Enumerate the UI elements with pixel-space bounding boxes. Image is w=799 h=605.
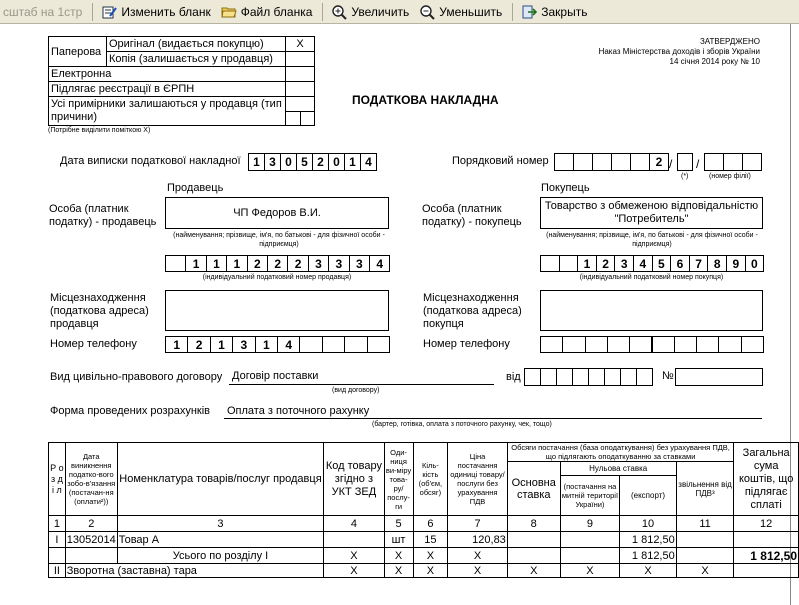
col-header-date: Дата виникнення податко-вого зобо-в'язання (постачан-ня (оплати²)) <box>65 443 117 516</box>
contract-note: (вид договору) <box>332 387 380 394</box>
contract-date-digit[interactable] <box>572 368 589 386</box>
seller-phone-digit[interactable]: 1 <box>165 336 188 353</box>
row-unit: шт <box>384 532 413 548</box>
zoom-out-button[interactable] <box>415 1 508 23</box>
buyer-ipn-digit[interactable]: 4 <box>633 255 653 272</box>
seller-phone-digit[interactable] <box>322 336 345 353</box>
branch-digit-cell[interactable] <box>704 153 724 171</box>
serial-note-1: (*) <box>681 173 689 180</box>
tare-section: ІІ <box>49 564 66 578</box>
date-digit-cell[interactable]: 0 <box>328 153 345 171</box>
col-header-total: Загальна сума коштів, що підлягає сплаті <box>734 443 799 516</box>
document-title: ПОДАТКОВА НАКЛАДНА <box>352 93 499 107</box>
contract-date-digit[interactable] <box>636 368 653 386</box>
total-date <box>65 548 117 564</box>
form-file-button[interactable] <box>217 1 319 23</box>
contract-date-digit[interactable] <box>540 368 557 386</box>
total-x: X <box>384 548 413 564</box>
total-sum: 1 812,50 <box>734 548 799 564</box>
row-section: І <box>49 532 66 548</box>
col-header-main-rate: Основна ставка <box>507 462 560 516</box>
row-date: 13052014 <box>66 533 116 546</box>
col-header-exempt: звільнення від ПДВ³ <box>676 462 734 516</box>
section-total-row <box>49 548 799 564</box>
seller-phone-digit[interactable]: 1 <box>210 336 233 353</box>
buyer-phone-digit[interactable] <box>696 336 719 353</box>
serial-slash-2: / <box>696 157 700 171</box>
seller-ipn-digit[interactable]: 2 <box>267 255 288 272</box>
buyer-ipn-digit[interactable]: 6 <box>670 255 690 272</box>
seller-ipn-digit[interactable]: 2 <box>247 255 268 272</box>
seller-phone-digit[interactable] <box>299 336 322 353</box>
serial-label: Порядковий номер <box>452 155 549 167</box>
serial-note-2: (номер філії) <box>709 173 751 180</box>
seller-ipn-digit[interactable]: 4 <box>369 255 390 272</box>
payment-label: Форма проведених розрахунків <box>50 405 210 417</box>
buyer-ipn-digit[interactable]: 3 <box>614 255 634 272</box>
column-number: 10 <box>620 516 676 532</box>
buyer-ipn-digit[interactable] <box>559 255 579 272</box>
zoom-out-icon <box>419 4 435 20</box>
seller-phone-digit[interactable]: 1 <box>255 336 278 353</box>
registration-label: Підлягає реєстрації в ЄРПН <box>49 82 286 97</box>
tare-label: Зворотна (заставна) тара <box>65 564 323 578</box>
zoom-out-label: Уменьшить <box>439 4 503 19</box>
total-zero-domestic <box>560 548 620 564</box>
total-x: X <box>324 548 384 564</box>
buyer-address-field[interactable] <box>540 290 763 331</box>
seller-name-field[interactable]: ЧП Федоров В.И. <box>165 197 389 229</box>
total-x: X <box>448 548 508 564</box>
col-header-code: Код товару згідно з УКТ ЗЕД <box>324 443 384 516</box>
buyer-ipn-note: (індивідуальний податковий номер покупця) <box>579 274 724 281</box>
row-zero-export: 1 812,50 <box>620 532 676 548</box>
seller-phone-label: Номер телефону <box>50 338 137 350</box>
buyer-phone-label: Номер телефону <box>423 338 510 350</box>
copy-note: (Потрібне виділити поміткою Х) <box>48 127 151 134</box>
buyer-ipn-digit[interactable]: 7 <box>689 255 709 272</box>
contract-date-digit[interactable] <box>524 368 541 386</box>
tare-x: X <box>560 564 620 578</box>
tare-x: X <box>620 564 676 578</box>
edit-form-button[interactable] <box>97 1 216 23</box>
tare-total <box>734 564 799 578</box>
serial-digit-cell[interactable] <box>611 153 631 171</box>
seller-phone-digit[interactable]: 3 <box>232 336 255 353</box>
toolbar-separator <box>92 3 93 21</box>
buyer-name-field[interactable]: Товарство з обмеженою відповідальністю "Потребитель" <box>540 197 763 229</box>
tare-x: X <box>413 564 448 578</box>
tare-x: X <box>507 564 560 578</box>
total-zero-export: 1 812,50 <box>620 548 676 564</box>
seller-phone-digit[interactable]: 2 <box>187 336 210 353</box>
exit-icon <box>521 4 537 20</box>
registration-mark[interactable] <box>286 82 315 97</box>
total-section <box>49 548 66 564</box>
payment-value[interactable]: Оплата з поточного рахунку <box>227 405 370 417</box>
scale-label: сштаб на 1стр <box>3 4 83 19</box>
reason-type-cell <box>286 97 315 126</box>
buyer-ipn-digit[interactable]: 2 <box>596 255 616 272</box>
returnable-tare-row <box>49 564 799 578</box>
toolbar-separator <box>512 3 513 21</box>
column-number: 4 <box>324 516 384 532</box>
seller-heading: Продавець <box>167 182 224 194</box>
all-copies-label: Усі примірники залишаються у продавця (тип причини) <box>49 97 286 126</box>
row-main-rate <box>507 532 560 548</box>
buyer-ipn-digit[interactable]: 8 <box>707 255 727 272</box>
edit-form-label: Изменить бланк <box>121 4 211 19</box>
buyer-ipn-digit[interactable] <box>540 255 560 272</box>
tare-x: X <box>676 564 734 578</box>
total-main-rate <box>507 548 560 564</box>
date-label: Дата виписки податкової накладної <box>60 155 241 167</box>
tare-x: X <box>448 564 508 578</box>
serial-extra-cell[interactable] <box>677 153 693 171</box>
column-numbers-row <box>49 516 799 532</box>
buyer-ipn-digit[interactable]: 5 <box>652 255 672 272</box>
seller-phone-digit[interactable] <box>367 336 390 353</box>
seller-phone-digit[interactable] <box>344 336 367 353</box>
tare-x: X <box>324 564 384 578</box>
date-digit-cell[interactable]: 1 <box>344 153 361 171</box>
electronic-label: Електронна <box>49 67 286 82</box>
folder-icon <box>221 4 237 20</box>
close-label: Закрыть <box>541 4 588 19</box>
buyer-address-label: Місцезнаходження (податкова адреса) покупця <box>423 292 522 330</box>
date-digit-cell[interactable]: 1 <box>248 153 265 171</box>
contract-underline <box>229 384 494 385</box>
seller-address-label: Місцезнаходження (податкова адреса) продавця <box>50 292 149 330</box>
column-number: 2 <box>65 516 117 532</box>
table-row[interactable] <box>49 532 799 548</box>
seller-ipn-note: (індивідуальний податковий номер продавця) <box>202 274 352 281</box>
buyer-phone-digit[interactable] <box>652 336 675 353</box>
copy-mark[interactable] <box>286 52 315 67</box>
branch-digit-cell[interactable] <box>742 153 762 171</box>
seller-ipn-digit[interactable]: 1 <box>206 255 227 272</box>
edit-form-icon <box>101 4 117 20</box>
seller-ipn-digit[interactable]: 3 <box>349 255 370 272</box>
column-number: 7 <box>448 516 508 532</box>
column-number: 11 <box>676 516 734 532</box>
column-number: 9 <box>560 516 620 532</box>
toolbar <box>0 0 799 24</box>
contract-date-digit[interactable] <box>604 368 621 386</box>
buyer-heading: Покупець <box>541 182 590 194</box>
copy-type-box <box>48 36 315 126</box>
col-header-zero-rate: Нульова ставка <box>560 462 676 476</box>
date-digit-cell[interactable]: 5 <box>296 153 313 171</box>
seller-phone-digit[interactable]: 4 <box>277 336 300 353</box>
seller-ipn-digit[interactable]: 1 <box>185 255 206 272</box>
original-label: Оригінал (видається покупцю) <box>106 37 285 52</box>
col-header-zero-domestic: (постачання на митній території України) <box>560 476 620 516</box>
total-label: Усього по розділу І <box>117 548 323 564</box>
tare-x: X <box>384 564 413 578</box>
buyer-ipn-digit[interactable]: 9 <box>726 255 746 272</box>
date-digit-cell[interactable]: 3 <box>264 153 281 171</box>
date-digit-cell[interactable]: 0 <box>280 153 297 171</box>
copy-label: Копія (залишається у продавця) <box>106 52 285 67</box>
paper-label: Паперова <box>49 37 107 67</box>
serial-digit-cell[interactable] <box>573 153 593 171</box>
contract-type-value[interactable]: Договір поставки <box>232 370 319 382</box>
form-file-label: Файл бланка <box>240 4 313 19</box>
column-number: 12 <box>734 516 799 532</box>
buyer-phone-digit[interactable] <box>629 336 652 353</box>
col-header-qty: Кіль-кість (об'єм, обсяг) <box>413 443 448 516</box>
serial-digit-cell[interactable] <box>592 153 612 171</box>
column-number: 1 <box>49 516 66 532</box>
contract-number-label: № <box>662 370 674 382</box>
col-header-price: Ціна постачання одиниці товару/ послуги без урахування ПДВ <box>448 443 508 516</box>
goods-table <box>48 442 799 578</box>
col-header-section: Р о з д і л <box>49 443 66 516</box>
zoom-in-label: Увеличить <box>351 4 410 19</box>
original-mark[interactable]: X <box>286 37 315 52</box>
zoom-in-button[interactable] <box>327 1 415 23</box>
total-x: X <box>413 548 448 564</box>
seller-ipn-digit[interactable]: 1 <box>226 255 247 272</box>
row-exempt <box>676 532 734 548</box>
column-number: 5 <box>384 516 413 532</box>
reason-type-digit[interactable] <box>286 112 300 125</box>
contract-date-digit[interactable] <box>620 368 637 386</box>
row-qty: 15 <box>413 532 448 548</box>
close-button[interactable] <box>517 1 593 23</box>
buyer-phone-digit[interactable] <box>674 336 697 353</box>
row-name: Товар А <box>117 532 323 548</box>
date-digit-cell[interactable]: 4 <box>360 153 377 171</box>
buyer-ipn-digit[interactable]: 1 <box>577 255 597 272</box>
serial-slash-1: / <box>669 157 673 171</box>
contract-date-digit[interactable] <box>556 368 573 386</box>
payment-underline <box>224 418 762 419</box>
row-code <box>324 532 384 548</box>
buyer-name-note: (найменування; прізвище, ім'я, по батькові - для фізичної особи - підприємця) <box>546 232 758 248</box>
buyer-phone-digit[interactable] <box>607 336 630 353</box>
row-price: 120,83 <box>448 532 508 548</box>
seller-ipn-digit[interactable] <box>165 255 186 272</box>
scale-button[interactable] <box>0 1 88 23</box>
buyer-phone-digit[interactable] <box>540 336 563 353</box>
approval-block <box>540 37 760 67</box>
tax-invoice-document <box>0 24 799 605</box>
contract-date-label: від <box>506 371 521 383</box>
date-digit-cell[interactable]: 2 <box>312 153 329 171</box>
col-header-volumes: Обсяги постачання (база оподаткування) без урахування ПДВ, що підлягають оподаткуванню за ставками <box>507 443 734 462</box>
seller-ipn-digit[interactable]: 2 <box>287 255 308 272</box>
serial-digit-cell[interactable] <box>630 153 650 171</box>
approval-line-1: ЗАТВЕРДЖЕНО <box>699 37 760 46</box>
seller-address-field[interactable] <box>165 290 389 331</box>
reason-type-digit[interactable] <box>301 112 314 125</box>
payment-note: (бартер, готівка, оплата з поточного рахунку, чек, тощо) <box>372 421 552 428</box>
total-exempt <box>676 548 734 564</box>
column-number: 8 <box>507 516 560 532</box>
branch-digit-cell[interactable] <box>723 153 743 171</box>
column-number: 3 <box>117 516 323 532</box>
column-number: 6 <box>413 516 448 532</box>
contract-label: Вид цивільно-правового договору <box>50 371 223 383</box>
buyer-phone-digit[interactable] <box>741 336 764 353</box>
seller-name-note: (найменування; прізвище, ім'я, по батькові - для фізичної особи - підприємця) <box>173 232 385 248</box>
seller-label: Особа (платник податку) - продавець <box>49 203 157 228</box>
contract-number-field[interactable] <box>675 368 763 386</box>
serial-digit-cell[interactable]: 2 <box>649 153 669 171</box>
toolbar-separator <box>322 3 323 21</box>
row-zero-domestic <box>560 532 620 548</box>
buyer-phone-digit[interactable] <box>585 336 608 353</box>
zoom-in-icon <box>331 4 347 20</box>
row-total <box>734 532 799 548</box>
col-header-name: Номенклатура товарів/послуг продавця <box>117 443 323 516</box>
approval-line-3: 14 січня 2014 року № 10 <box>669 57 760 66</box>
buyer-ipn-digit[interactable]: 0 <box>745 255 765 272</box>
seller-ipn-digit[interactable]: 3 <box>328 255 349 272</box>
serial-digit-cell[interactable] <box>554 153 574 171</box>
buyer-label: Особа (платник податку) - покупець <box>422 203 522 228</box>
electronic-mark[interactable] <box>286 67 315 82</box>
col-header-unit: Оди-ниця ви-міру това-ру/ послу-ги <box>384 443 413 516</box>
contract-date-digit[interactable] <box>588 368 605 386</box>
buyer-phone-digit[interactable] <box>718 336 741 353</box>
seller-ipn-digit[interactable]: 3 <box>308 255 329 272</box>
approval-line-2: Наказ Міністерства доходів і зборів України <box>598 47 760 56</box>
buyer-phone-digit[interactable] <box>562 336 585 353</box>
col-header-zero-export: (експорт) <box>620 476 676 516</box>
